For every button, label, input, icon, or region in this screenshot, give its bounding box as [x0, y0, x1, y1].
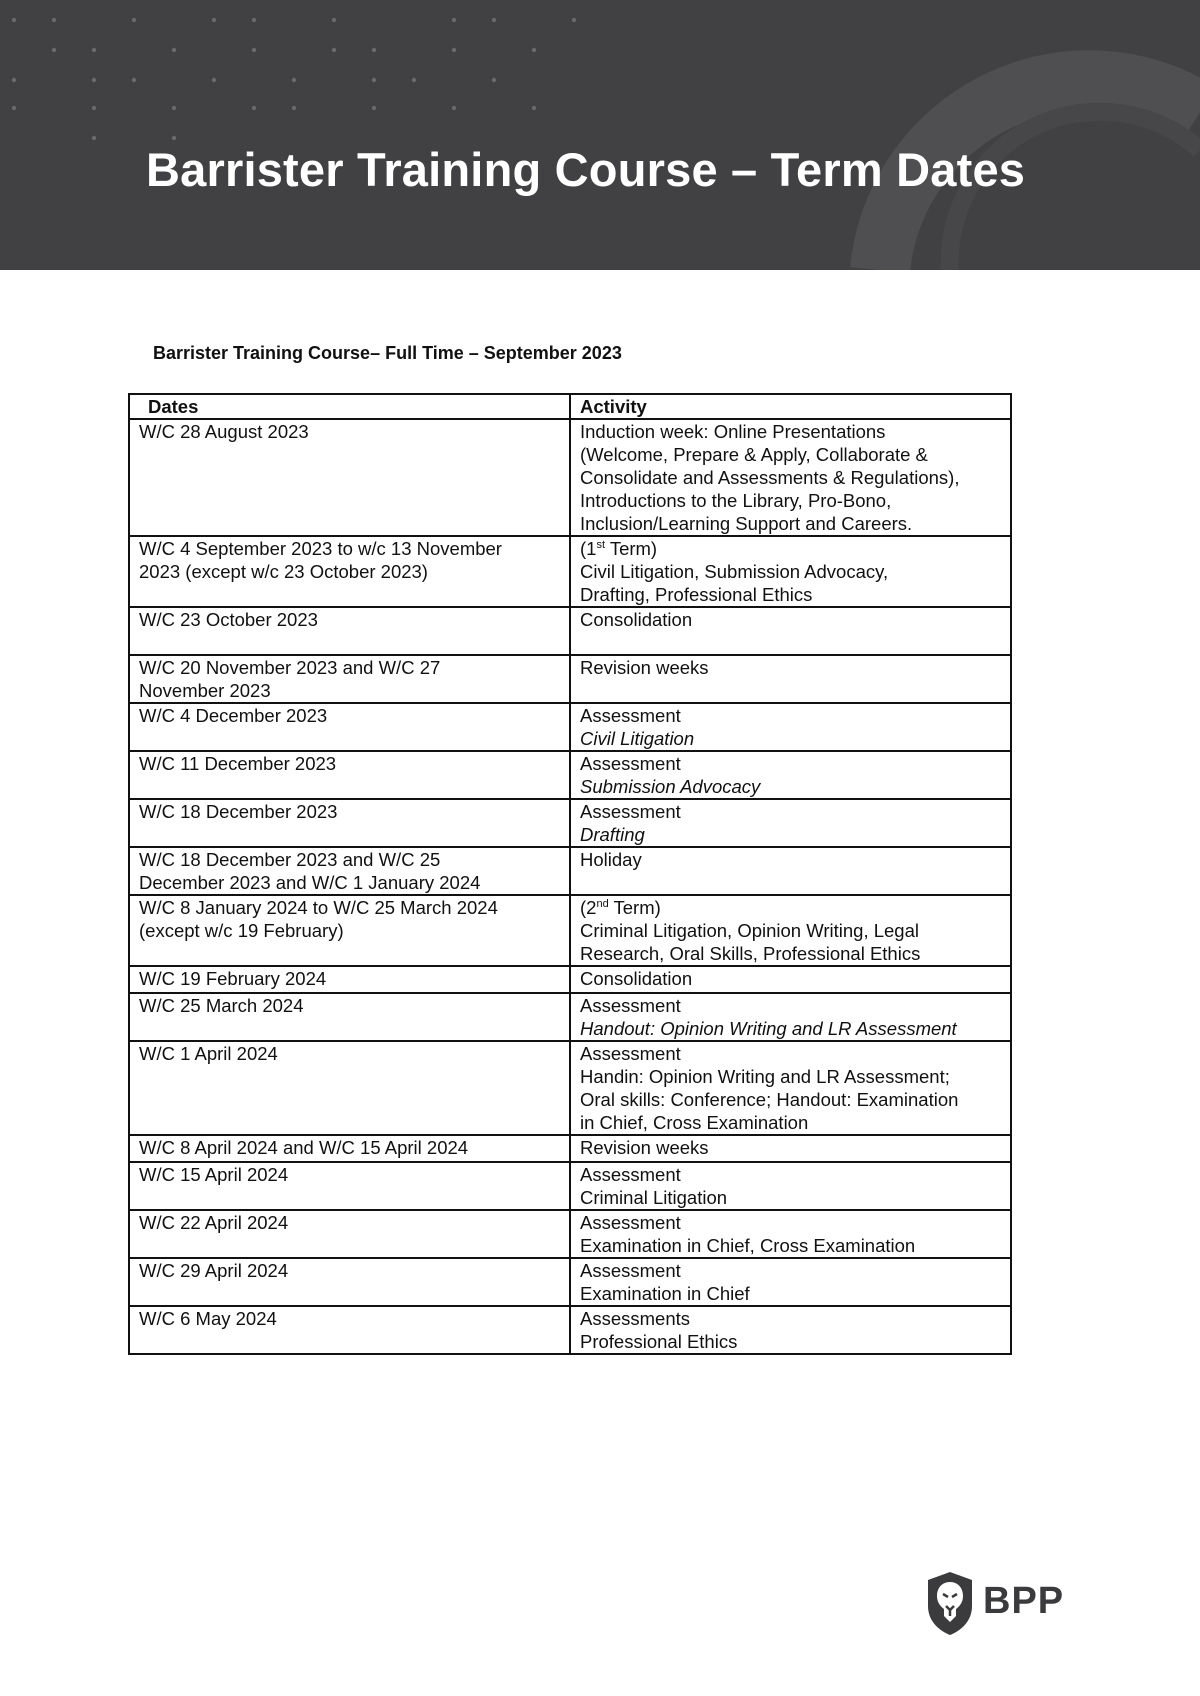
table-row — [129, 847, 1011, 895]
term-suffix: Term) — [605, 538, 658, 559]
table-row — [129, 655, 1011, 703]
activity-line: Assessment — [580, 1043, 681, 1064]
date-line: W/C 18 December 2023 and W/C 25 — [139, 849, 441, 870]
activity-cell — [570, 536, 1011, 607]
activity-cell — [570, 703, 1011, 751]
activity-line: Research, Oral Skills, Professional Ethics — [580, 943, 921, 964]
term-dates-table — [128, 393, 1012, 1355]
date-line: December 2023 and W/C 1 January 2024 — [139, 872, 481, 893]
date-cell: W/C 8 April 2024 and W/C 15 April 2024 — [129, 1135, 570, 1162]
date-line: W/C 8 January 2024 to W/C 25 March 2024 — [139, 897, 498, 918]
date-cell: W/C 29 April 2024 — [129, 1258, 570, 1306]
logo-text: BPP — [983, 1580, 1065, 1622]
term-prefix: (2 — [580, 897, 597, 918]
term-label — [580, 537, 1002, 560]
date-cell: W/C 19 February 2024 — [129, 966, 570, 993]
date-line: W/C 20 November 2023 and W/C 27 — [139, 657, 441, 678]
activity-line: Assessment — [580, 753, 681, 774]
table-row — [129, 1041, 1011, 1135]
activity-cell: Revision weeks — [570, 1135, 1011, 1162]
activity-line: Assessment — [580, 1164, 681, 1185]
table-row — [129, 1306, 1011, 1354]
activity-line: Assessments — [580, 1308, 691, 1329]
term-label — [580, 896, 1002, 919]
activity-line: Consolidate and Assessments & Regulations), — [580, 467, 960, 488]
date-cell: W/C 22 April 2024 — [129, 1210, 570, 1258]
term-suffix: Term) — [608, 897, 661, 918]
header-banner — [0, 0, 1200, 270]
table-row — [129, 536, 1011, 607]
activity-italic-line: Submission Advocacy — [580, 776, 761, 797]
activity-line: in Chief, Cross Examination — [580, 1112, 809, 1133]
activity-cell — [570, 993, 1011, 1041]
table-row — [129, 419, 1011, 536]
table-row — [129, 1258, 1011, 1306]
activity-cell — [570, 1041, 1011, 1135]
activity-line: Professional Ethics — [580, 1331, 738, 1352]
table-row — [129, 607, 1011, 655]
activity-line: Assessment — [580, 705, 681, 726]
section-subtitle: Barrister Training Course– Full Time – September 2023 — [153, 343, 622, 363]
activity-cell — [570, 1162, 1011, 1210]
activity-line: Assessment — [580, 995, 681, 1016]
activity-cell — [570, 1210, 1011, 1258]
activity-cell: Revision weeks — [570, 655, 1011, 703]
table-header-row — [129, 394, 1011, 419]
activity-cell — [570, 799, 1011, 847]
activity-cell — [570, 1306, 1011, 1354]
activity-line: Examination in Chief — [580, 1283, 750, 1304]
bpp-logo — [922, 1568, 1065, 1638]
activity-line: Introductions to the Library, Pro-Bono, — [580, 490, 892, 511]
activity-line: (Welcome, Prepare & Apply, Collaborate & — [580, 444, 928, 465]
page-title: Barrister Training Course – Term Dates — [146, 143, 1026, 196]
activity-cell: Consolidation — [570, 607, 1011, 655]
date-cell: W/C 11 December 2023 — [129, 751, 570, 799]
activity-line: Criminal Litigation, Opinion Writing, Legal — [580, 920, 919, 941]
activity-cell — [570, 751, 1011, 799]
date-cell: W/C 1 April 2024 — [129, 1041, 570, 1135]
table-row — [129, 1210, 1011, 1258]
column-header-dates: Dates — [129, 394, 570, 419]
column-header-activity: Activity — [570, 394, 1011, 419]
activity-cell — [570, 419, 1011, 536]
term-ordinal: nd — [596, 897, 609, 910]
term-prefix: (1 — [580, 538, 597, 559]
date-cell: W/C 4 December 2023 — [129, 703, 570, 751]
activity-italic-line: Handout: Opinion Writing and LR Assessment — [580, 1018, 957, 1039]
activity-line: Assessment — [580, 1212, 681, 1233]
date-cell: W/C 15 April 2024 — [129, 1162, 570, 1210]
activity-line: Induction week: Online Presentations — [580, 421, 886, 442]
date-line: November 2023 — [139, 680, 271, 701]
activity-line: Assessment — [580, 1260, 681, 1281]
date-cell: W/C 28 August 2023 — [129, 419, 570, 536]
activity-line: Civil Litigation, Submission Advocacy, — [580, 561, 889, 582]
activity-cell — [570, 1258, 1011, 1306]
term-ordinal: st — [596, 538, 606, 551]
activity-cell: Holiday — [570, 847, 1011, 895]
activity-cell: Consolidation — [570, 966, 1011, 993]
date-line: 2023 (except w/c 23 October 2023) — [139, 561, 428, 582]
activity-line: Oral skills: Conference; Handout: Examination — [580, 1089, 959, 1110]
date-line: W/C 4 September 2023 to w/c 13 November — [139, 538, 502, 559]
table-row — [129, 799, 1011, 847]
table-row — [129, 1162, 1011, 1210]
date-line: (except w/c 19 February) — [139, 920, 344, 941]
activity-line: Assessment — [580, 801, 681, 822]
date-cell — [129, 536, 570, 607]
activity-line: Examination in Chief, Cross Examination — [580, 1235, 916, 1256]
table-row — [129, 703, 1011, 751]
activity-line: Inclusion/Learning Support and Careers. — [580, 513, 913, 534]
activity-line: Drafting, Professional Ethics — [580, 584, 813, 605]
table-row — [129, 751, 1011, 799]
activity-italic-line: Civil Litigation — [580, 728, 695, 749]
activity-cell — [570, 895, 1011, 966]
activity-line: Criminal Litigation — [580, 1187, 728, 1208]
table-row — [129, 966, 1011, 993]
table-row — [129, 1135, 1011, 1162]
activity-italic-line: Drafting — [580, 824, 645, 845]
banner-decoration — [0, 0, 1200, 270]
activity-line: Handin: Opinion Writing and LR Assessment; — [580, 1066, 950, 1087]
date-cell — [129, 895, 570, 966]
table-row — [129, 895, 1011, 966]
date-cell: W/C 23 October 2023 — [129, 607, 570, 655]
date-cell — [129, 847, 570, 895]
lion-shield-icon — [922, 1568, 978, 1638]
table-row — [129, 993, 1011, 1041]
date-cell: W/C 6 May 2024 — [129, 1306, 570, 1354]
date-cell: W/C 25 March 2024 — [129, 993, 570, 1041]
date-cell — [129, 655, 570, 703]
date-cell: W/C 18 December 2023 — [129, 799, 570, 847]
